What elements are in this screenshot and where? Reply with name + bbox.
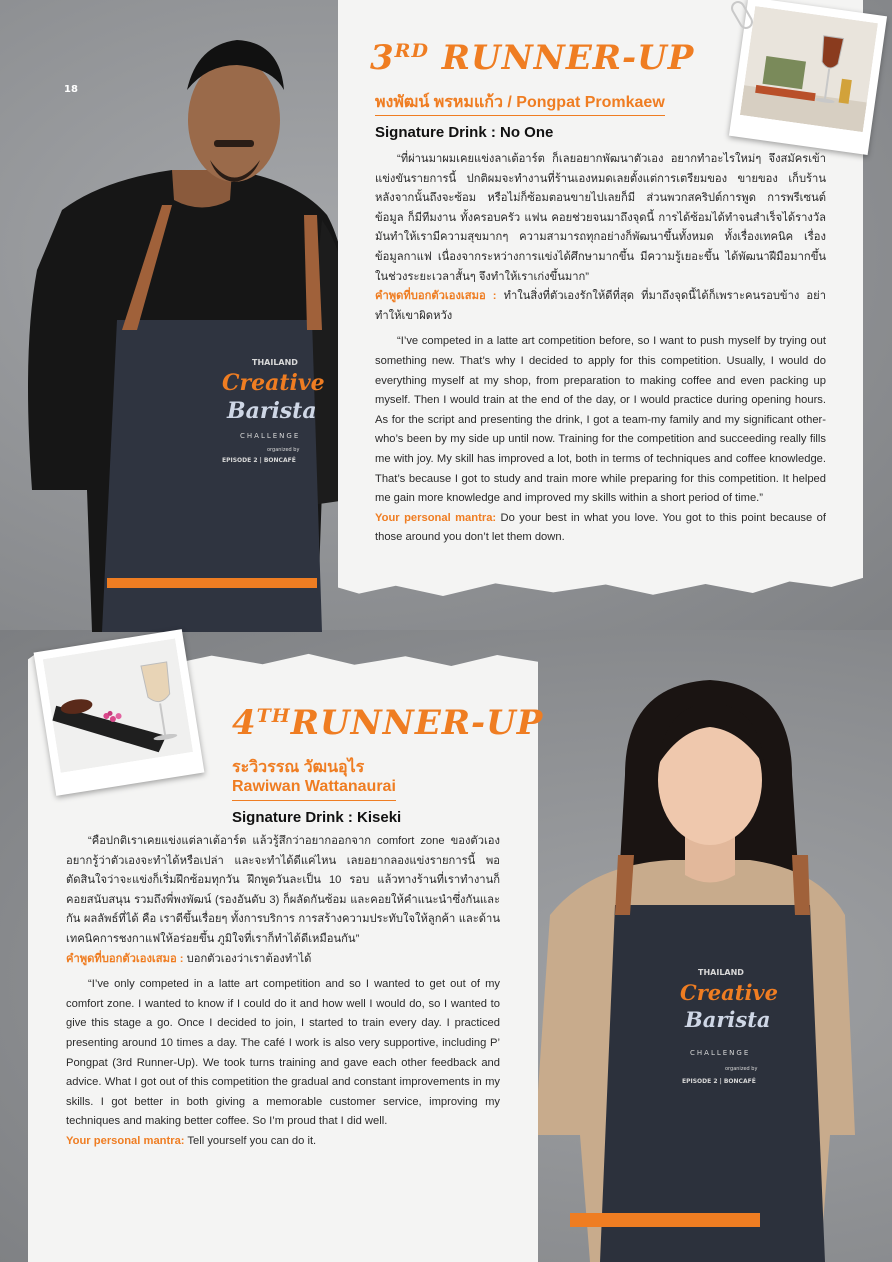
thai-mantra-text-runner3: ทำในสิ่งที่ตัวเองรักให้ดีที่สุด ที่มาถึงจุดนี้ได้ก็เพราะคนรอบข้าง อย่าทำให้เขาผิดหวัง: [375, 290, 826, 322]
apron-text-barista: Barista: [227, 398, 317, 424]
drink-photo-kiseki: [34, 629, 205, 796]
en-mantra-runner3: [375, 509, 826, 548]
apron-text-episode: EPISODE 2 | BONCAFÉ: [222, 457, 296, 464]
apron2-text-thailand: THAILAND: [698, 968, 744, 977]
heading-3rd-suffix: RD: [394, 40, 429, 62]
name-rawiwan-thai: ระวิวรรณ วัฒนอุไร: [232, 759, 365, 776]
en-quote-runner4: “I’ve only competed in a latte art competition and so I wanted to get out of my comfort zone. I wanted to know if I could do it and how well I would do, so I wanted to give this stage a go. Once I decided to join, I started to train every day. I practiced presenting around 10 times a day. The café I work is also very supportive, including P’ Pongpat (3rd Runner-Up). We took turns training and gave each other feedback and advice. What I got out of this competition the gradual and constant improvements in my skills. I got better in both giving a memorable customer service, improving my techniques and making better coffee. So I’m proud that I did well.: [66, 978, 500, 1128]
heading-3rd-text: RUNNER-UP: [428, 38, 695, 78]
heading-4th-suffix: TH: [256, 705, 291, 727]
thai-mantra-label-runner4: คำพูดที่บอกตัวเองเสมอ :: [66, 952, 184, 965]
heading-3rd-runner-up: [370, 38, 694, 78]
apron-text-thailand: THAILAND: [252, 358, 298, 367]
thai-mantra-runner3: [375, 287, 826, 326]
drink-image-no-one: [740, 6, 878, 132]
en-mantra-label-runner3: Your personal mantra:: [375, 511, 497, 524]
thai-quote-runner4: “คือปกติเราเคยแข่งแต่ลาเต้อาร์ต แล้วรู้สึกว่าอยากออกจาก comfort zone ของตัวเอง อยากรู้ว่าตัวเองจะทำได้หรือเปล่า และจะทำได้ดีแค่ไหน เลยอยากลองแข่งรายการนี้ พอตัดสินใจว่าจะแข่งก็เริ่มฝึกซ้อมทุกวัน ฝึกพูดวันละเป็น 10 รอบ แล้วทางร้านที่เราทำงานก็คอยสนับสนุน รวมถึงพี่พงพัฒน์ (รองอันดับ 3) ก็ผลัดกันซ้อม และคอยให้คำแนะนำซึ่งกันและกัน ผลลัพธ์ที่ได้ คือ เราดีขึ้นเรื่อยๆ ทั้งการบริการ การสร้างความประทับใจให้ลูกค้า และด้านเทคนิคการชงกาแฟให้อร่อยขึ้น ภูมิใจที่เราก็ทำได้ดีเหมือนกัน”: [66, 835, 500, 945]
name-rawiwan-en: Rawiwan Wattanaurai: [232, 778, 396, 795]
en-quote-runner3: “I’ve competed in a latte art competition before, so I want to push myself by trying out something new. That’s why I decided to apply for this competition. Usually, I would do everything myself at my shop, from preparation to making coffee and even packing up myself. Then I would train at the end of the day, or I would practice during opening hours. As for the script and presenting the drink, I got a team-my family and my significant other-who’s been by my side up until now. Training for the competition and succeeding really fills me with joy. My skill has improved a lot, both in terms of techniques and coffee knowledge. That’s because I got to study and train more while preparing for this competition. It helped me gain more knowledge and improved my skills within a short period of time.”: [375, 335, 826, 505]
thai-mantra-runner4: [66, 950, 500, 970]
signature-drink-runner3: Signature Drink : No One: [375, 124, 554, 141]
page-number: 18: [64, 84, 78, 95]
apron-text-creative: Creative: [222, 370, 325, 396]
name-rawiwan: [232, 758, 396, 801]
heading-3rd-number: 3: [370, 38, 395, 78]
en-mantra-runner4: [66, 1132, 500, 1152]
en-mantra-label-runner4: Your personal mantra:: [66, 1134, 185, 1147]
thai-mantra-label-runner3: คำพูดที่บอกตัวเองเสมอ :: [375, 290, 497, 303]
apron2-text-creative: Creative: [680, 980, 778, 1005]
apron2-text-episode: EPISODE 2 | BONCAFÉ: [682, 1078, 756, 1085]
apron2-text-challenge: CHALLENGE: [690, 1049, 751, 1057]
drink-image-kiseki: [43, 638, 193, 773]
en-mantra-text-runner4: Tell yourself you can do it.: [184, 1134, 317, 1147]
heading-4th-text: RUNNER-UP: [290, 703, 544, 743]
photo-rawiwan: [530, 665, 860, 1262]
apron2-text-barista: Barista: [685, 1007, 771, 1032]
text-runner3: [375, 150, 826, 548]
photo-pongpat: [22, 20, 362, 632]
heading-4th-number: 4: [232, 703, 257, 743]
heading-4th-runner-up: [232, 703, 543, 743]
apron-text-challenge: CHALLENGE: [240, 432, 301, 440]
apron2-text-organized: organized by: [725, 1066, 758, 1072]
apron-text-organized: organized by: [267, 447, 300, 453]
name-pongpat: พงพัฒน์ พรหมแก้ว / Pongpat Promkaew: [375, 93, 665, 116]
en-mantra-text-runner3: Do your best in what you love. You got to this point because of those around you don’t let them down.: [375, 511, 826, 544]
signature-drink-runner4: Signature Drink : Kiseki: [232, 809, 402, 826]
text-runner4: [66, 832, 500, 1152]
thai-mantra-text-runner4: บอกตัวเองว่าเราต้องทำได้: [183, 952, 312, 965]
thai-quote-runner3: “ที่ผ่านมาผมเคยแข่งลาเต้อาร์ต ก็เลยอยากพัฒนาตัวเอง อยากทำอะไรใหม่ๆ จึงสมัครเข้าแข่งขันรายการนี้ ปกติผมจะทำงานที่ร้านเองหมดเลยตั้งแต่การเตรียมของ ขายของ เก็บร้าน หลังจากนั้นถึงจะซ้อม หรือไม่ก็ซ้อมตอนขายไปเลยก็มี ส่วนพวกสคริปต์การพูด การพรีเซนต์ข้อมูล ก็มีทีมงาน ทั้งครอบครัว แฟน คอยช่วยจนมาถึงจุดนี้ การได้ซ้อมได้ทำจนสำเร็จได้รางวัล มันทำให้เรามีความสุขมากๆ ความสามารถทุกอย่างก็พัฒนาขึ้นทั้งหมด ทั้งเรื่องเทคนิค เรื่องข้อมูลกาแฟ เนื่องจากระหว่างการแข่งได้ศึกษามากขึ้น มีความรู้เยอะขึ้น ได้พัฒนาฝีมือมากขึ้น ในช่วงระยะเวลาสั้นๆ จึงทำให้เราเก่งขึ้นมาก”: [375, 153, 826, 283]
